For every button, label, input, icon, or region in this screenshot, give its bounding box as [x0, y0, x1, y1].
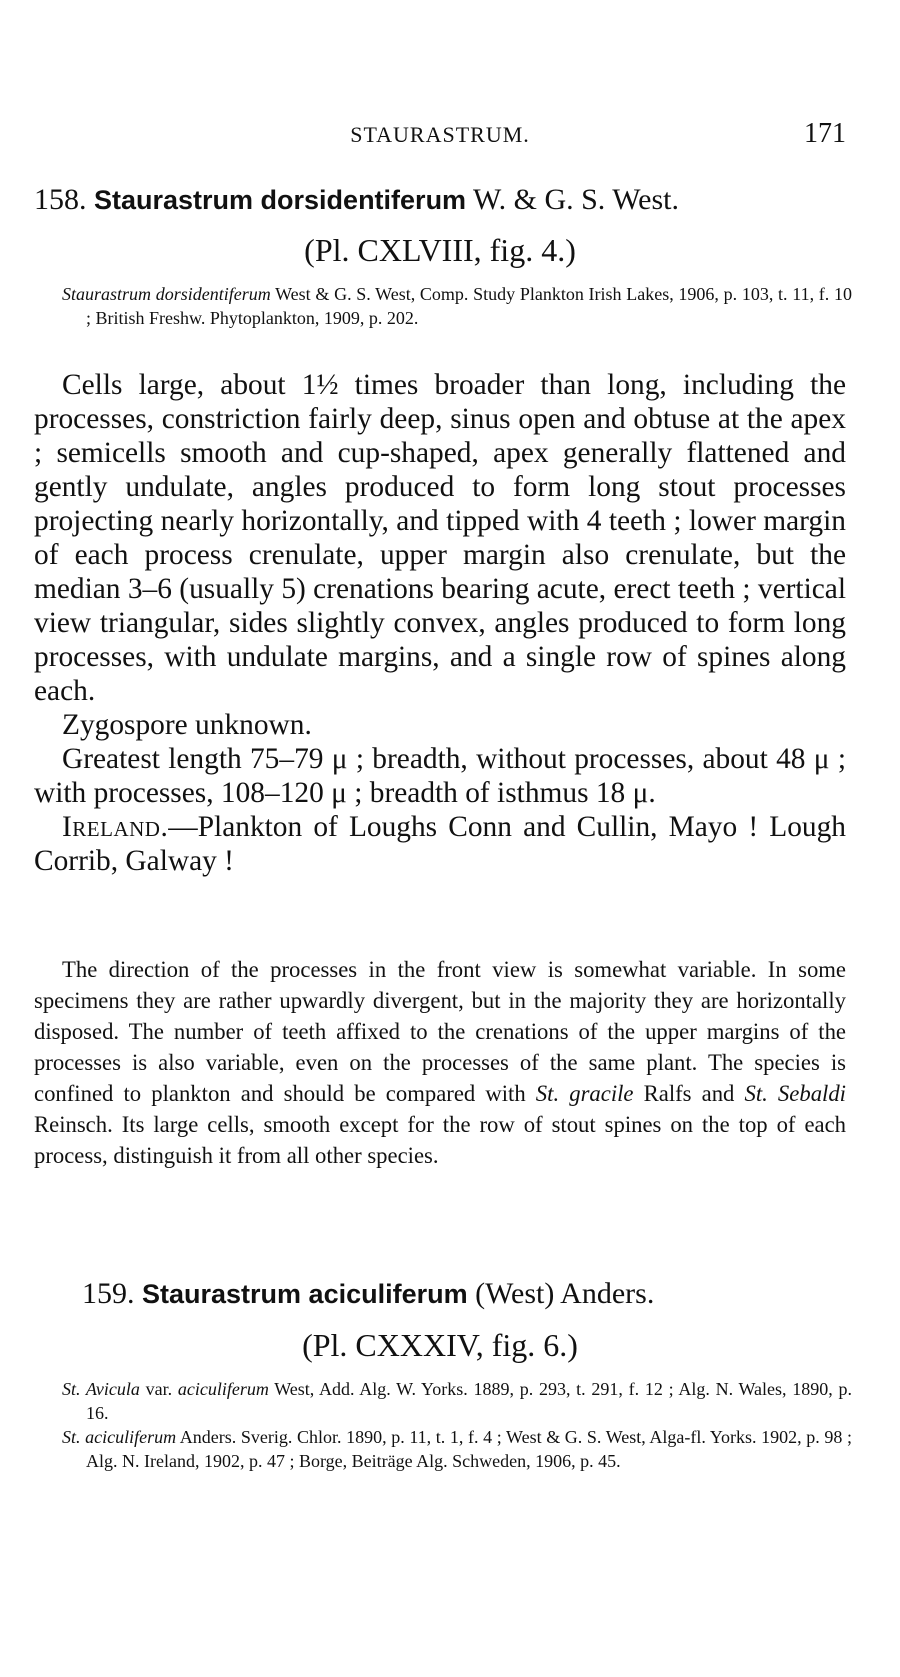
synonym-name: St. Avicula [62, 1379, 140, 1399]
species-158-remarks [34, 954, 846, 1171]
remarks-paragraph [34, 954, 846, 1171]
synonym-variety: aciculiferum [177, 1379, 269, 1399]
synonym-name: St. aciculiferum [62, 1427, 177, 1447]
species-158-number: 158. [34, 183, 87, 216]
species-159-name: Staurastrum aciculiferum [142, 1279, 468, 1309]
description-text-rest: times broader than long, including the processes, constriction fairly deep, sinus open and obtuse at the apex ; semicells smooth and cup-shaped, apex generally flattened and gently undulate, angles produced to form long stout processes projecting nearly horizontally, and tipped with 4 teeth ; lower margin of each process crenulate, upper margin also crenulate, but the median 3–6 (usually 5) crenations bearing acute, erect teeth ; vertical view triangular, sides slightly convex, angles produced to form long processes, with undulate margins, and a single row of spines along each. [34, 369, 847, 707]
species-158-name: Staurastrum dorsidentiferum [94, 185, 467, 215]
page-number: 171 [804, 118, 846, 149]
remarks-species-ref: St. gracile [535, 1081, 634, 1106]
running-title: STAURASTRUM. [350, 122, 530, 147]
synonym-citation: West, Add. Alg. W. Yorks. 1889, p. 293, t. 291, f. 12 ; Alg. N. Wales, 1890, p. 16. [86, 1379, 852, 1423]
remarks-text: The direction of the processes in the front view is somewhat variable. In some specimens they are rather upwardly divergent, but in the majority they are horizontally disposed. The number of teeth affixed to the crenations of the upper margins of the processes is also variable, even on the processes of the same plant. The species is confined to plankton and should be compared with [34, 957, 846, 1106]
remarks-text: Reinsch. Its large cells, smooth except for the row of stout spines on the top of each process, distinguish it from all other species. [34, 1112, 846, 1168]
measurements: Greatest length 75–79 μ ; breadth, without processes, about 48 μ ; with processes, 108–120 μ ; breadth of isthmus 18 μ. [34, 743, 846, 809]
zygospore-note: Zygospore unknown. [62, 709, 312, 741]
synonymy-entry [62, 1425, 852, 1473]
synonymy-entry [62, 1377, 852, 1425]
species-158-description [34, 368, 846, 878]
synonym-rank: var. [139, 1379, 178, 1399]
species-158-plate-reference: (Pl. CXLVIII, fig. 4.) [304, 232, 576, 268]
species-159-heading [82, 1277, 894, 1311]
synonym-name: Staurastrum dorsidentiferum [62, 284, 271, 304]
locality-text: —Plankton of Loughs Conn and Cullin, Mayo ! Lough Corrib, Galway ! [34, 811, 846, 877]
synonym-citation: West & G. S. West, Comp. Study Plankton Irish Lakes, 1906, p. 103, t. 11, f. 10 ; British Freshw. Phytoplankton, 1909, p. 202. [86, 284, 852, 328]
species-158-authority: W. & G. S. West. [473, 183, 679, 216]
species-158-synonymy [62, 282, 852, 330]
species-159-number: 159. [82, 1277, 135, 1310]
remarks-text: Ralfs and [633, 1081, 745, 1106]
description-fraction: 1½ [301, 369, 339, 401]
synonymy-entry [62, 282, 852, 330]
locality [34, 810, 846, 878]
synonym-citation: Anders. Sverig. Chlor. 1890, p. 11, t. 1, f. 4 ; West & G. S. West, Alga-fl. Yorks. 1902, p. 98 ; Alg. N. Ireland, 1902, p. 47 ; Borge, Beiträge Alg. Schweden, 1906, p. 45. [86, 1427, 852, 1471]
running-head [34, 118, 846, 152]
species-159-synonymy [62, 1377, 852, 1473]
species-158-heading [34, 183, 846, 217]
description-text-start: Cells large, about [62, 369, 302, 401]
locality-country: Ireland. [62, 811, 169, 843]
remarks-species-ref: St. Sebaldi [744, 1081, 846, 1106]
species-159-authority: (West) Anders. [475, 1277, 655, 1310]
description-paragraph [34, 368, 846, 708]
species-159-plate-reference: (Pl. CXXXIV, fig. 6.) [302, 1327, 578, 1363]
